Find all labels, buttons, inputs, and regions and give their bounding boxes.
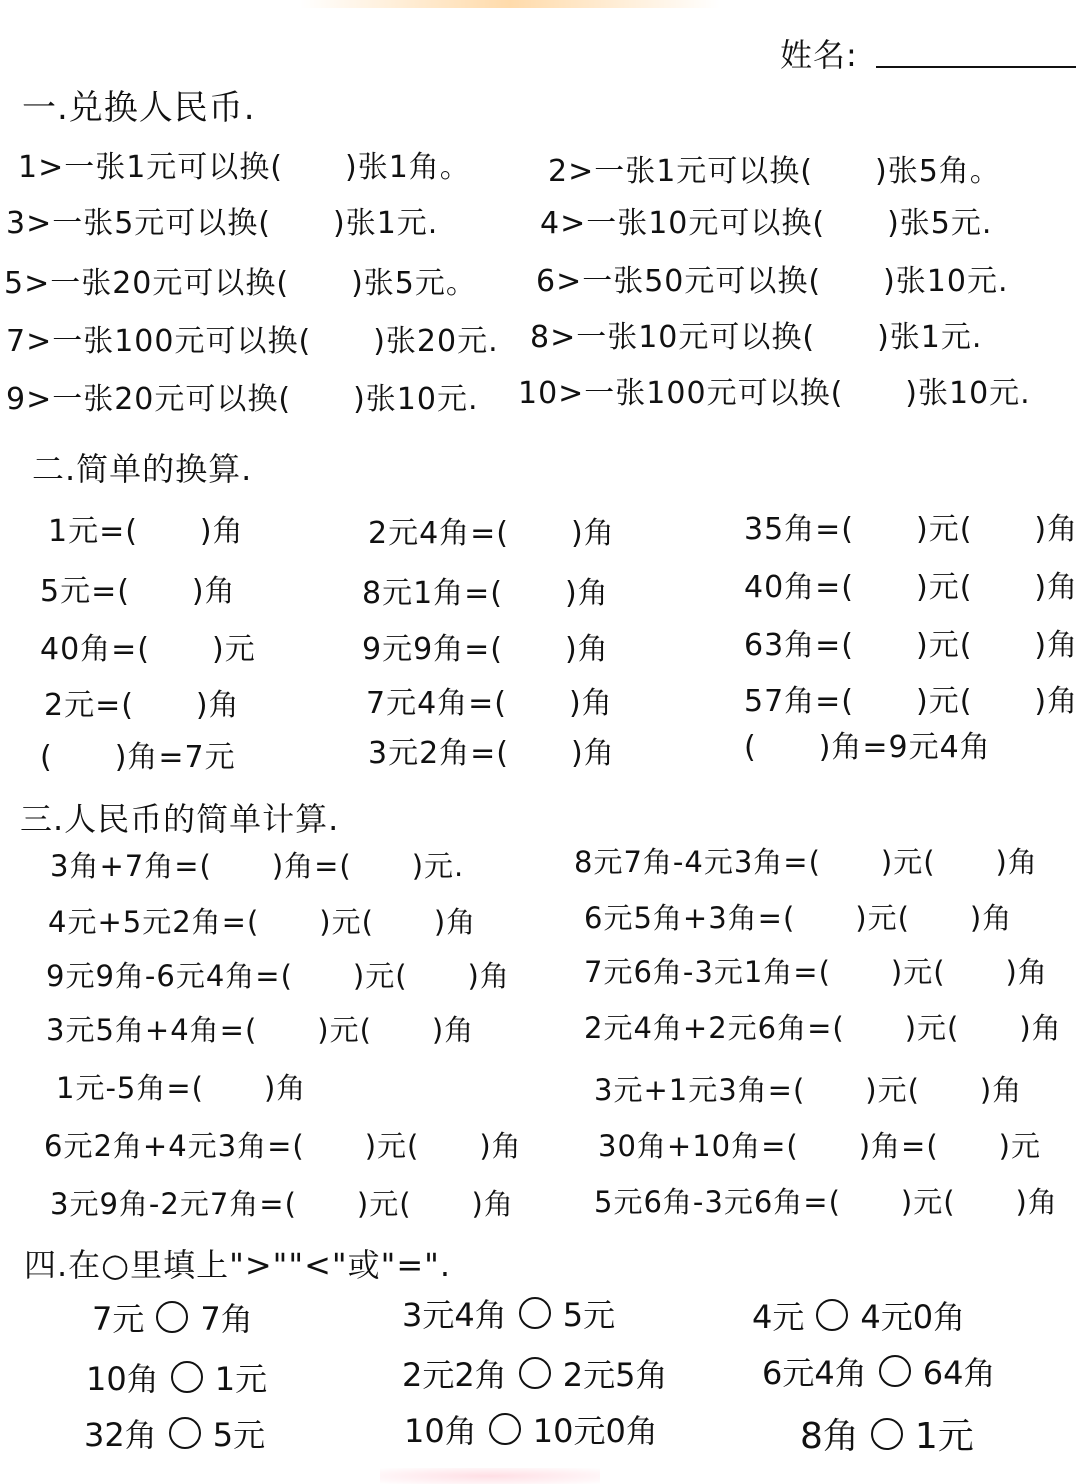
s2-item-14: 3元2角=( )角 (368, 736, 615, 771)
compare-right: 2元5角 (562, 1356, 668, 1394)
s2-item-11: 7元4角=( )角 (366, 686, 613, 721)
compare-right: 64角 (922, 1354, 996, 1392)
s2-item-15: ( )角=9元4角 (744, 730, 991, 765)
s2-item-3: 35角=( )元( )角 (744, 512, 1079, 547)
answer-circle[interactable] (816, 1299, 848, 1331)
answer-circle[interactable] (171, 1361, 203, 1393)
section4-title: 四.在○里填上">""<"或"=". (24, 1246, 452, 1284)
s2-item-1: 1元=( )角 (48, 514, 244, 549)
s1-item-7: 7>一张100元可以换( )张20元. (6, 324, 499, 359)
s3-item-5: 9元9角-6元4角=( )元( )角 (46, 959, 510, 993)
answer-circle[interactable] (879, 1355, 911, 1387)
answer-circle[interactable] (871, 1418, 903, 1450)
compare-item-5 (402, 1350, 667, 1396)
compare-item-7 (84, 1410, 265, 1456)
section1-title: 一.兑换人民币. (22, 88, 256, 128)
s3-item-1: 3角+7角=( )角=( )元. (50, 849, 465, 883)
s3-item-4: 6元5角+3角=( )元( )角 (584, 901, 1013, 935)
s3-item-9: 1元-5角=( )角 (56, 1071, 307, 1105)
compare-right: 1元 (214, 1360, 268, 1398)
s2-item-8: 9元9角=( )角 (362, 632, 609, 667)
compare-left: 10角 (86, 1360, 159, 1398)
s2-item-10: 2元=( )角 (44, 688, 240, 723)
answer-circle[interactable] (519, 1357, 551, 1389)
s1-item-3: 3>一张5元可以换( )张1元. (6, 206, 439, 241)
s3-item-2: 8元7角-4元3角=( )元( )角 (574, 845, 1038, 879)
s1-item-10: 10>一张100元可以换( )张10元. (518, 376, 1031, 411)
answer-circle[interactable] (156, 1301, 188, 1333)
top-edge-strip (300, 0, 720, 8)
compare-item-2 (402, 1290, 615, 1336)
s3-item-14: 5元6角-3元6角=( )元( )角 (594, 1185, 1058, 1219)
s3-item-13: 3元9角-2元7角=( )元( )角 (50, 1187, 514, 1221)
s2-item-12: 57角=( )元( )角 (744, 684, 1079, 719)
s3-item-7: 3元5角+4角=( )元( )角 (46, 1013, 475, 1047)
compare-right: 7角 (200, 1300, 253, 1338)
compare-left: 10角 (404, 1412, 477, 1450)
s3-item-3: 4元+5元2角=( )元( )角 (48, 905, 477, 939)
s1-item-1: 1>一张1元可以换( )张1角。 (18, 150, 471, 185)
s2-item-5: 8元1角=( )角 (362, 576, 609, 611)
s1-item-4: 4>一张10元可以换( )张5元. (540, 206, 993, 241)
s1-item-6: 6>一张50元可以换( )张10元. (536, 264, 1009, 299)
s1-item-9: 9>一张20元可以换( )张10元. (6, 382, 479, 417)
compare-left: 2元2角 (402, 1356, 507, 1394)
compare-left: 8角 (800, 1416, 859, 1457)
compare-right: 1元 (914, 1416, 974, 1457)
answer-circle[interactable] (519, 1297, 551, 1329)
compare-item-4 (86, 1354, 267, 1400)
s3-item-6: 7元6角-3元1角=( )元( )角 (584, 955, 1048, 989)
compare-right: 5元 (212, 1416, 266, 1454)
s3-item-12: 30角+10角=( )角=( )元 (598, 1129, 1041, 1163)
s1-item-2: 2>一张1元可以换( )张5角。 (548, 154, 1001, 189)
name-field[interactable] (876, 66, 1076, 68)
name-label: 姓名: (780, 36, 858, 74)
compare-item-1 (92, 1294, 253, 1340)
bottom-edge-smudge (380, 1468, 600, 1484)
s3-item-10: 3元+1元3角=( )元( )角 (594, 1073, 1023, 1107)
compare-item-6 (762, 1348, 995, 1394)
s2-item-2: 2元4角=( )角 (368, 516, 615, 551)
s2-item-9: 63角=( )元( )角 (744, 628, 1079, 663)
compare-item-8 (404, 1406, 658, 1452)
compare-left: 32角 (84, 1416, 157, 1454)
compare-item-9 (800, 1408, 974, 1459)
s3-item-11: 6元2角+4元3角=( )元( )角 (44, 1129, 522, 1163)
answer-circle[interactable] (489, 1413, 521, 1445)
s2-item-4: 5元=( )角 (40, 574, 236, 609)
compare-right: 10元0角 (532, 1412, 658, 1450)
s3-item-8: 2元4角+2元6角=( )元( )角 (584, 1011, 1062, 1045)
compare-left: 3元4角 (402, 1296, 507, 1334)
compare-right: 5元 (562, 1296, 616, 1334)
section2-title: 二.简单的换算. (32, 450, 253, 488)
compare-left: 4元 (752, 1298, 805, 1336)
s2-item-6: 40角=( )元( )角 (744, 570, 1079, 605)
answer-circle[interactable] (169, 1417, 201, 1449)
compare-left: 6元4角 (762, 1354, 867, 1392)
s2-item-13: ( )角=7元 (40, 740, 236, 775)
s2-item-7: 40角=( )元 (40, 632, 256, 667)
s1-item-5: 5>一张20元可以换( )张5元。 (4, 266, 477, 301)
compare-item-3 (752, 1292, 965, 1338)
compare-left: 7元 (92, 1300, 145, 1338)
section3-title: 三.人民币的简单计算. (20, 800, 340, 838)
s1-item-8: 8>一张10元可以换( )张1元. (530, 320, 983, 355)
compare-right: 4元0角 (860, 1298, 966, 1336)
